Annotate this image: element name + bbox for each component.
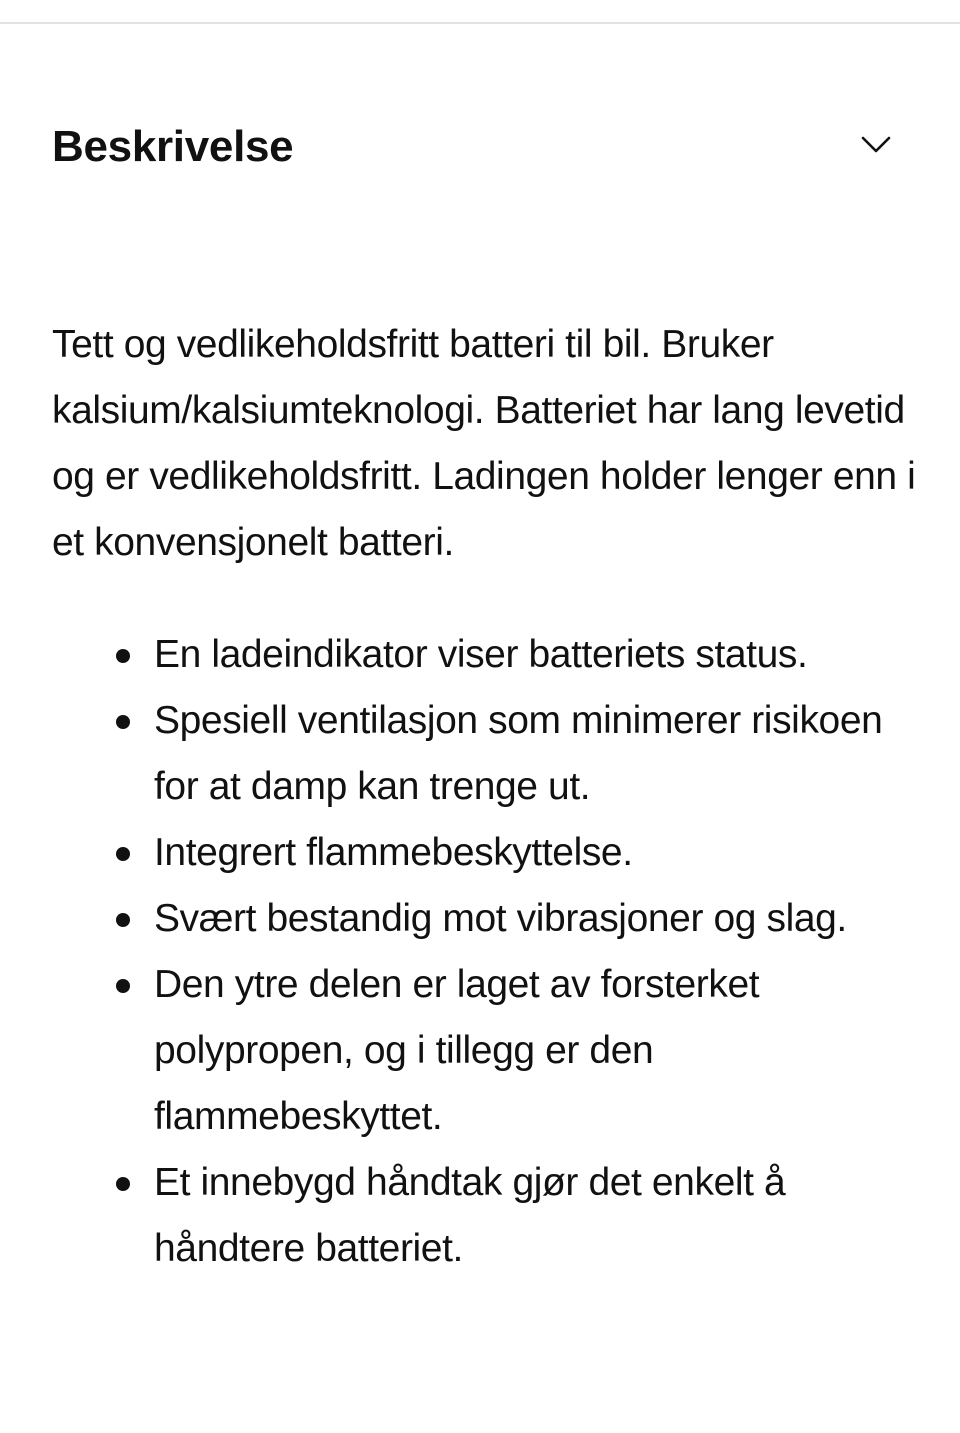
feature-item: En ladeindikator viser batteriets status. xyxy=(154,622,924,688)
feature-item: Spesiell ventilasjon som minimerer risikoen for at damp kan trenge ut. xyxy=(154,688,924,820)
feature-item: Den ytre delen er laget av forsterket polypropen, og i tillegg er den flammebeskyttet. xyxy=(154,952,924,1150)
description-accordion-header[interactable] xyxy=(0,24,960,224)
feature-item: Svært bestandig mot vibrasjoner og slag. xyxy=(154,886,924,952)
chevron-down-icon[interactable] xyxy=(856,128,896,162)
feature-item: Integrert flammebeskyttelse. xyxy=(154,820,924,886)
section-title: Beskrivelse xyxy=(52,122,294,171)
feature-item: Et innebygd håndtak gjør det enkelt å håndtere batteriet. xyxy=(154,1150,924,1282)
description-text: Tett og vedlikeholdsfritt batteri til bil. Bruker kalsium/kalsiumteknologi. Batteriet har lang levetid og er vedlikeholdsfritt. Ladingen holder lenger enn i et konvensjonelt batteri. xyxy=(52,323,916,564)
feature-list xyxy=(154,622,924,1282)
